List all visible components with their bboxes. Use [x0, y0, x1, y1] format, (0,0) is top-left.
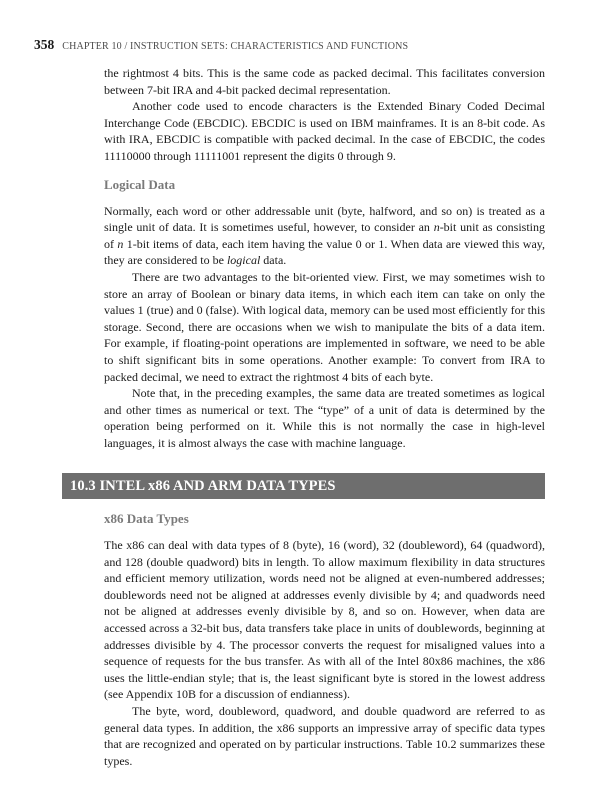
text-run: 1-bit items of data, each item having the value 0 or 1. When data are viewed this way, they are considered to be: [104, 236, 545, 268]
running-head: [34, 36, 570, 54]
text-run: data.: [260, 253, 287, 268]
text-run: -bit unit as consisting of: [104, 220, 545, 251]
paragraph-logical-3: Note that, in the preceding examples, the same data are treated sometimes as logical and other times as numerical or text. The “type” of a unit of data is determined by the operation being performed on it. While this is not normally the case in high-level languages, it is almost always the case with machine language.: [104, 386, 545, 450]
paragraph-x86-2: The byte, word, doubleword, quadword, and double quadword are referred to as general data types. In addition, the x86 supports an impressive array of specific data types that are recognized and operated on by particular instructions. Table 10.2 summarizes these types.: [104, 703, 545, 768]
text-run: Normally, each word or other addressable unit (byte, halfword, and so on) is treated as a single unit of data. It is sometimes useful, however, to consider an: [104, 203, 545, 235]
x86-data-types-heading: x86 Data Types: [104, 511, 189, 526]
paragraph-logical-2: There are two advantages to the bit-oriented view. First, we may sometimes wish to store an array of Boolean or binary data items, in which each item can take on only the values 1 (true) and 0 (false). With logical data, memory can be used most efficiently for this storage. Second, there are occasions when we wish to manipulate the bits of a data item. For example, if floating-point operations are implemented in software, we need to be able to shift significant bits in some operations. Another example: To convert from IRA to packed decimal, we need to extract the rightmost 4 bits of each byte.: [104, 269, 545, 384]
paragraph-logical-1: [104, 203, 545, 269]
italic-logical: logical: [226, 253, 261, 268]
chapter-title: CHAPTER 10 / INSTRUCTION SETS: CHARACTERISTICS AND FUNCTIONS: [62, 41, 409, 52]
page-number: 358: [34, 37, 55, 52]
body-text-x86: [104, 511, 545, 769]
body-text-top: [104, 65, 545, 451]
section-title: 10.3 INTEL x86 AND ARM DATA TYPES: [70, 477, 336, 494]
paragraph-ira-continuation: the rightmost 4 bits. This is the same code as packed decimal. This facilitates conversion between 7-bit IRA and 4-bit packed decimal representation.: [104, 66, 545, 97]
section-heading-band: [62, 473, 545, 499]
logical-data-heading: Logical Data: [104, 176, 176, 192]
paragraph-x86-1: The x86 can deal with data types of 8 (byte), 16 (word), 32 (doubleword), 64 (quadword), and 128 (double quadword) bits in length. To allow maximum flexibility in data structures and efficient memory utilization, words need not be aligned at even-numbered addresses; doublewords need not be aligned at addresses evenly divisible by 4; and quadwords need not be aligned at addresses evenly divisible by 8, and so on. However, when data are accessed across a 32-bit bus, data transfers take place in units of doublewords, beginning at addresses divisible by 4. The processor converts the request for misaligned values into a sequence of requests for the bus transfer. As with all of the Intel 80x86 machines, the x86 uses the little-endian style; that is, the least significant byte is stored in the lowest address (see Appendix 10B for a discussion of endianness).: [104, 538, 545, 702]
italic-n: n: [117, 236, 124, 251]
italic-n: n: [433, 220, 440, 235]
paragraph-ebcdic: Another code used to encode characters is the Extended Binary Coded Decimal Interchange Code (EBCDIC). EBCDIC is used on IBM mainframes. It is an 8-bit code. As with IRA, EBCDIC is compatible with packed decimal. In the case of EBCDIC, the codes 11110000 through 11111001 represent the digits 0 through 9.: [104, 99, 545, 163]
